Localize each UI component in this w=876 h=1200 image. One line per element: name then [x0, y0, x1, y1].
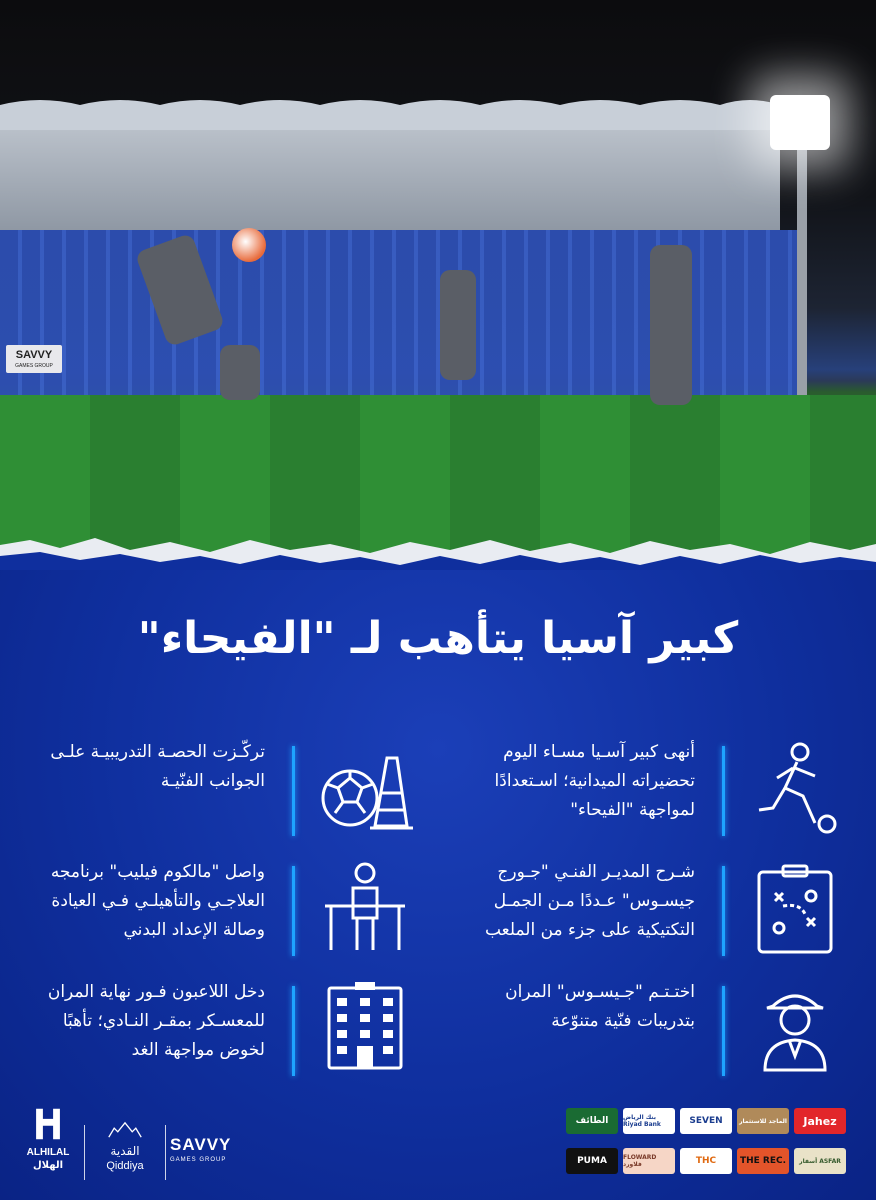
- page-title: كبير آسيا يتأهب لـ "الفيحاء": [137, 613, 739, 664]
- alhilal-name-ar: الهلال: [32, 1160, 64, 1171]
- football: [232, 228, 266, 262]
- alhilal-logo: [22, 1105, 74, 1185]
- info-item-left-3: [25, 978, 415, 1078]
- ball-cone-icon: [315, 738, 415, 838]
- info-item-right-1: [455, 738, 845, 838]
- sponsor-logo: SEVEN: [680, 1108, 732, 1134]
- sponsor-logo: Jahez: [794, 1108, 846, 1134]
- divider: [722, 746, 725, 836]
- footer-logos: [22, 1105, 262, 1185]
- building-icon: [315, 978, 415, 1078]
- sponsor-logo: THE REC.: [737, 1148, 789, 1174]
- info-item-text: اختـتـم "جـيسـوس" المران بتدريبات فنّية متنوّعة: [505, 982, 695, 1031]
- sponsor-logo: FLOWARD فلاورد: [623, 1148, 675, 1174]
- player-crouching: [220, 345, 260, 400]
- logo-separator: [84, 1125, 85, 1180]
- logo-separator: [165, 1125, 166, 1180]
- info-item-text: شـرح المديـر الفنـي "جـورج جيسـوس" عـددًا مـن الجمـل التكتيكية على جزء من الملعب: [484, 862, 695, 940]
- player-right: [650, 245, 692, 405]
- savvy-banner: [6, 345, 62, 373]
- info-item-left-1: [25, 738, 415, 838]
- sponsor-logo: PUMA: [566, 1148, 618, 1174]
- info-item-text: أنهى كبير آسـيا مسـاء اليوم تحضيراته الميدانية؛ اسـتعدادًا لمواجهة "الفيحاء": [494, 742, 695, 820]
- info-item-text: تركّـزت الحصـة التدريبيـة علـى الجوانب الفنّيـة: [50, 742, 265, 791]
- savvy-banner-sub: GAMES GROUP: [15, 363, 53, 369]
- stadium-roof: [0, 95, 780, 135]
- info-item-right-2: [455, 858, 845, 958]
- qiddiya-emblem: [107, 1121, 143, 1139]
- divider: [292, 986, 295, 1076]
- sponsor-logo: أسفار ASFAR: [794, 1148, 846, 1174]
- info-item-right-3: [455, 978, 845, 1078]
- sponsor-logo: بنك الرياض Riyad Bank: [623, 1108, 675, 1134]
- training-photo: [0, 0, 876, 560]
- savvy-logo: [170, 1135, 260, 1175]
- info-item-text: واصل "مالكوم فيليب" برنامجه العلاجـي والتأهيلـي فـي العيادة وصالة الإعداد البدني: [50, 862, 265, 940]
- alhilal-name-en: ALHILAL: [26, 1147, 70, 1158]
- sponsor-grid: [566, 1108, 848, 1178]
- divider: [292, 746, 295, 836]
- coach-whistle-icon: [745, 978, 845, 1078]
- football-player-icon: [745, 738, 845, 838]
- savvy-sub: GAMES GROUP: [170, 1157, 227, 1163]
- sponsor-logo: THC: [680, 1148, 732, 1174]
- qiddiya-name-en: Qiddiya: [106, 1160, 144, 1172]
- info-item-text: دخل اللاعبون فـور نهاية المران للمعسـكر بمقـر النـادي؛ تأهبًا لخوض مواجهة الغد: [47, 982, 265, 1060]
- stand-back-wall: [0, 130, 780, 230]
- savvy-banner-brand: SAVVY: [15, 349, 53, 361]
- divider: [722, 866, 725, 956]
- qiddiya-logo: [92, 1121, 158, 1181]
- divider: [722, 986, 725, 1076]
- tactics-board-icon: [745, 858, 845, 958]
- rehab-walker-icon: [315, 858, 415, 958]
- info-item-left-2: [25, 858, 415, 958]
- qiddiya-name-ar: القدية: [110, 1144, 140, 1158]
- divider: [292, 866, 295, 956]
- torn-paper-edge: [0, 520, 876, 570]
- sponsor-logo: الطائف: [566, 1108, 618, 1134]
- player-center: [440, 270, 476, 380]
- floodlight-pole: [797, 150, 807, 400]
- floodlight: [770, 95, 830, 150]
- sponsor-logo: الماجد للاستثمار: [737, 1108, 789, 1134]
- alhilal-emblem: [31, 1105, 65, 1143]
- savvy-name: SAVVY: [170, 1135, 232, 1154]
